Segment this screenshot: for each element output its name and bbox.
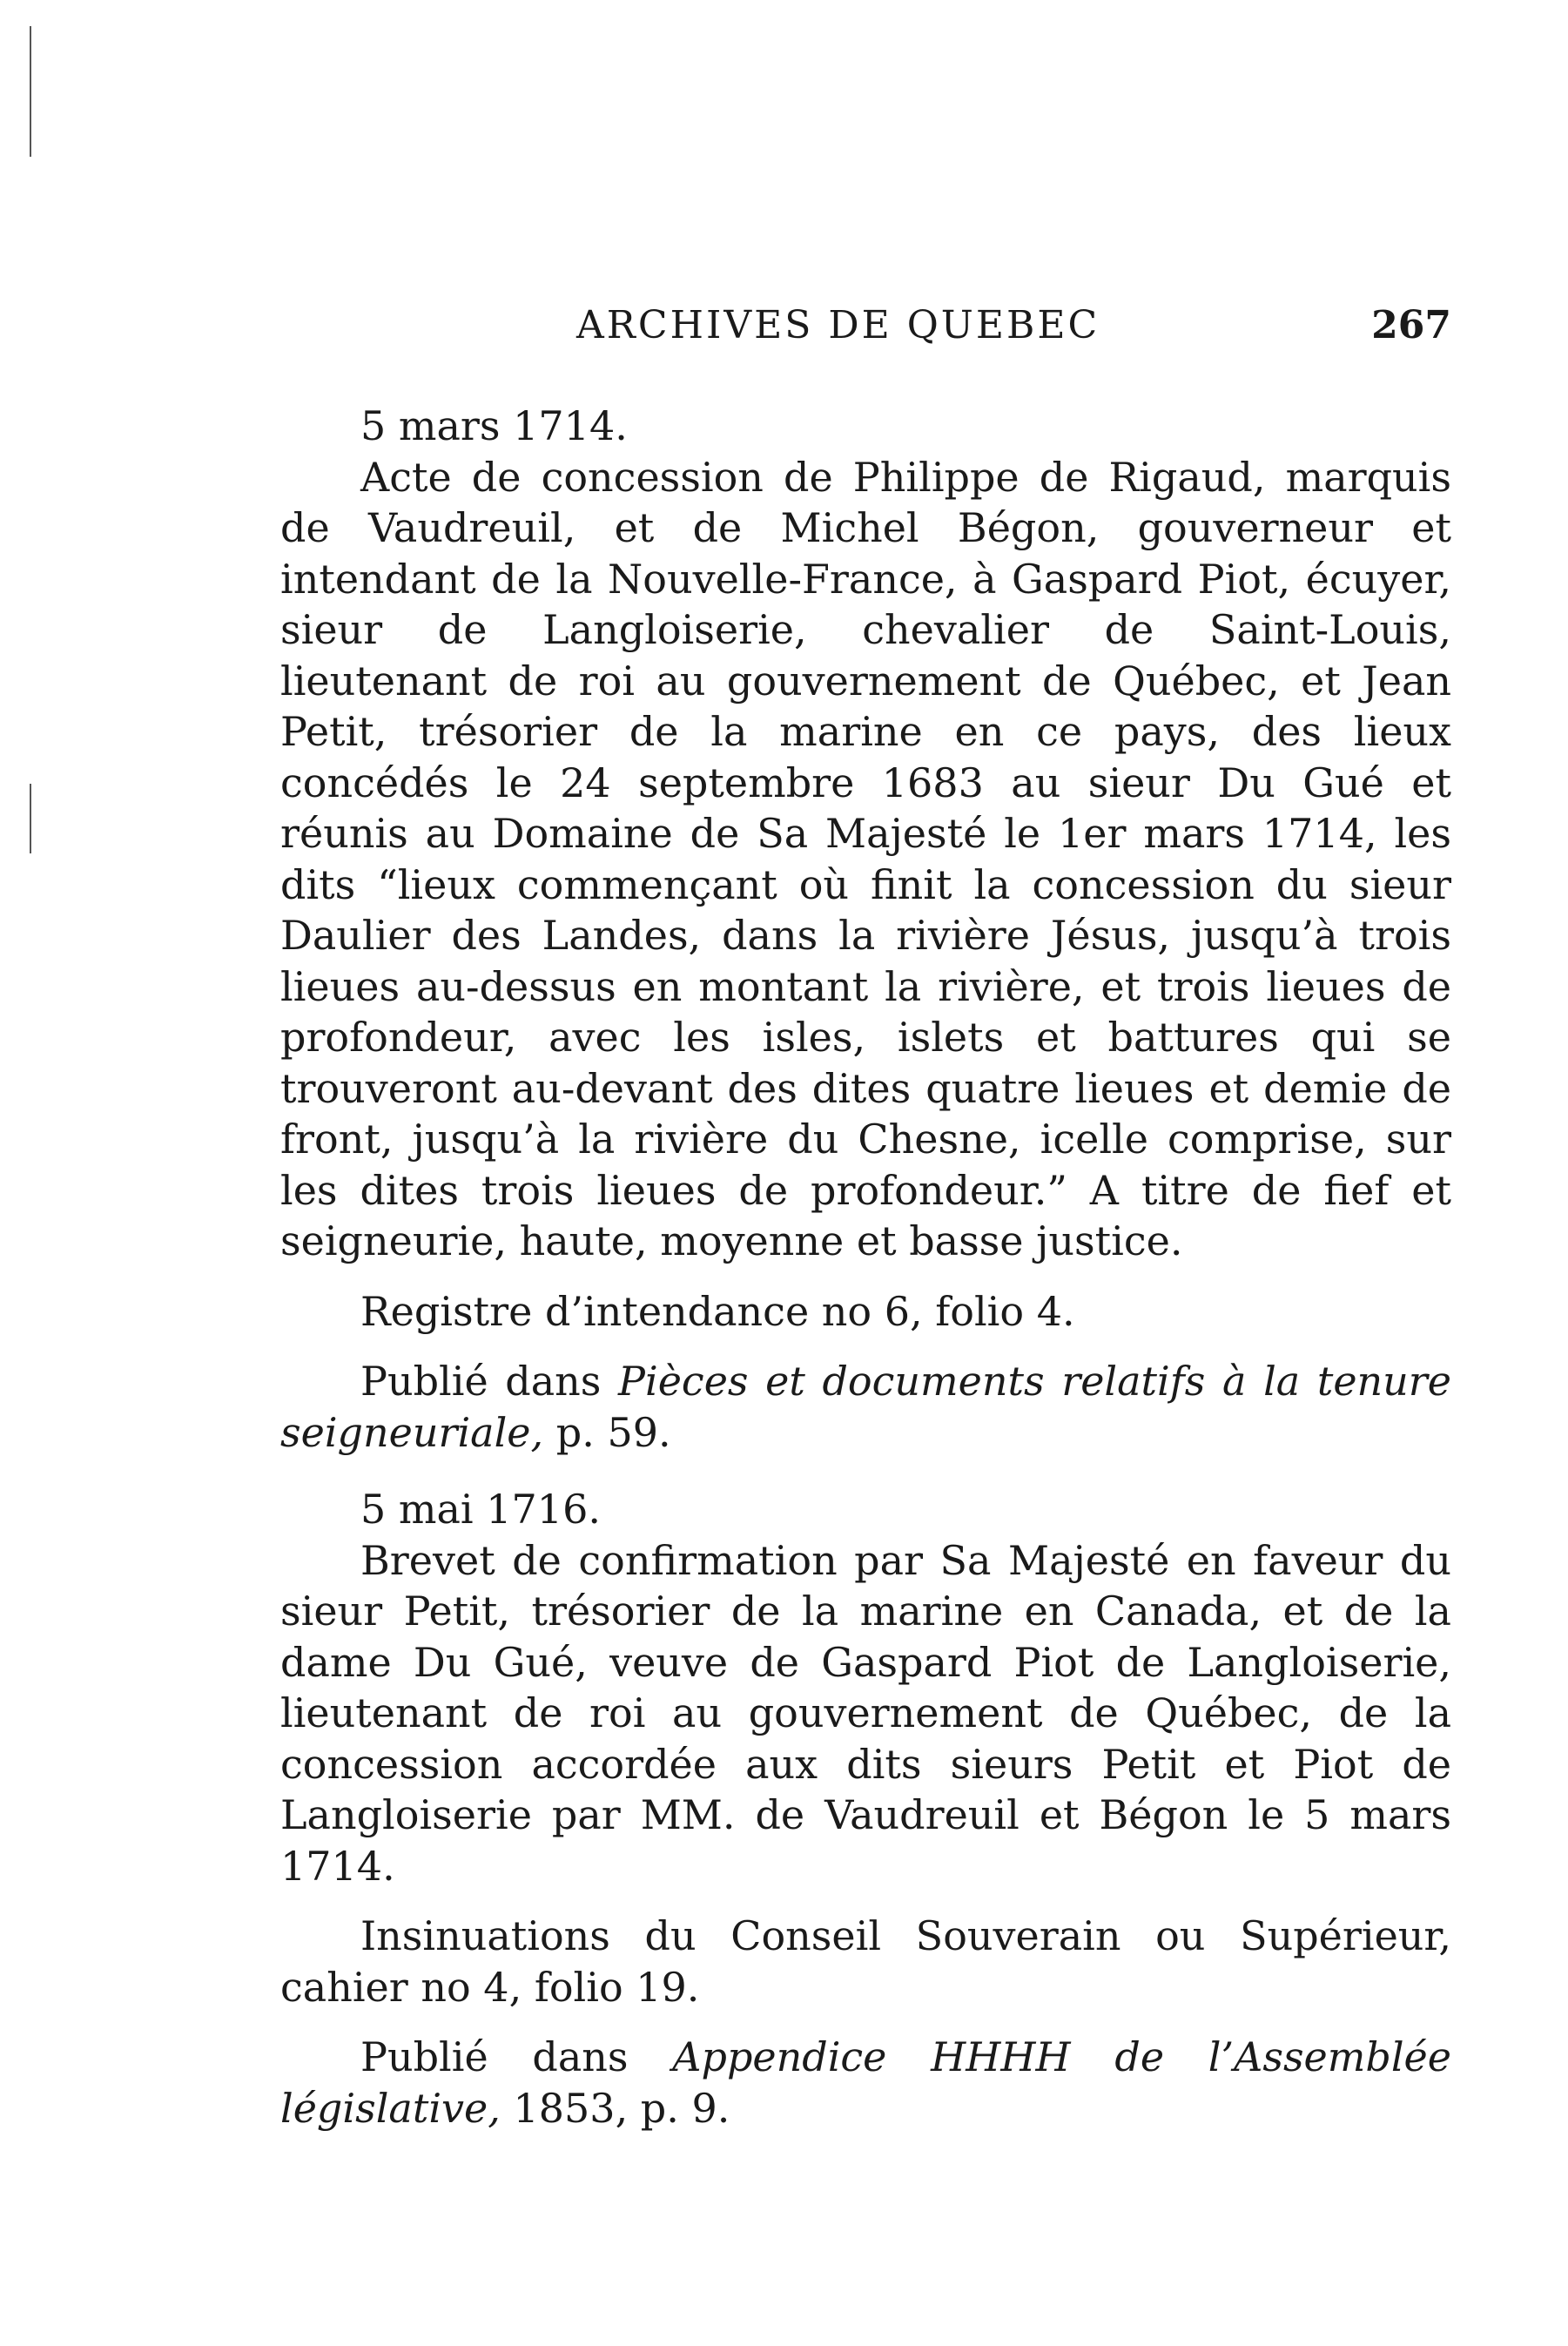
publication-suffix: 1853, p. 9. [513,2084,730,2132]
publication-prefix: Publié dans [360,1358,602,1405]
entry-source: Registre d’intendance no 6, folio 4. [360,1287,1075,1335]
page-body [280,401,1451,2134]
entry-publication [280,1356,1451,1458]
publication-title: Pièces et documents relatifs à la tenure seigneuriale, [280,1358,1451,1456]
entry-body: Brevet de confirmation par Sa Majesté en faveur du sieur Petit, trésorier de la marine en Canada, et de la dame Du Gué, veuve de Gaspard Piot de Langloiserie, lieutenant de roi au gouvernement de Québec, de la concession accordée aux dits sieurs Petit et Piot de Langloiserie par MM. de Vaudreuil et Bégon le 5 mars 1714. [280,1536,1451,1890]
running-title: ARCHIVES DE QUEBEC [576,303,1100,347]
page-header [280,303,1451,355]
entry-publication [280,2032,1451,2134]
entry-body: Acte de concession de Philippe de Rigaud, marquis de Vaudreuil, et de Michel Bégon, gouverneur et intendant de la Nouvelle-France, à Gaspard Piot, écuyer, sieur de Langloiserie, chevalier de Saint-Louis, lieutenant de roi au gouvernement de Québec, et Jean Petit, trésorier de la marine en ce pays, des lieux concédés le 24 septembre 1683 au sieur Du Gué et réunis au Domaine de Sa Majesté le 1er mars 1714, les dits “lieux commençant où finit la concession du sieur Daulier des Landes, dans la rivière Jésus, jusqu’à trois lieues au-dessus en montant la rivière, et trois lieues de profondeur, avec les isles, islets et battures qui se trouveront au-devant des dites quatre lieues et demie de front, jusqu’à la rivière du Chesne, icelle comprise, sur les dites trois lieues de profondeur.” A titre de fief et seigneurie, haute, moyenne et basse justice. [280,453,1451,1264]
entry-source: Insinuations du Conseil Souverain ou Supérieur, cahier no 4, folio 19. [280,1912,1451,2011]
publication-prefix: Publié dans [360,2033,629,2080]
margin-line-top [30,26,31,157]
entry-date: 5 mars 1714. [360,402,628,449]
margin-line-mid [30,784,31,853]
publication-suffix: p. 59. [555,1408,671,1456]
entry-date: 5 mai 1716. [360,1486,601,1533]
publication-title: Appendice HHHH de l’Assemblée législative, [280,2033,1452,2132]
page-number: 267 [1371,303,1451,347]
